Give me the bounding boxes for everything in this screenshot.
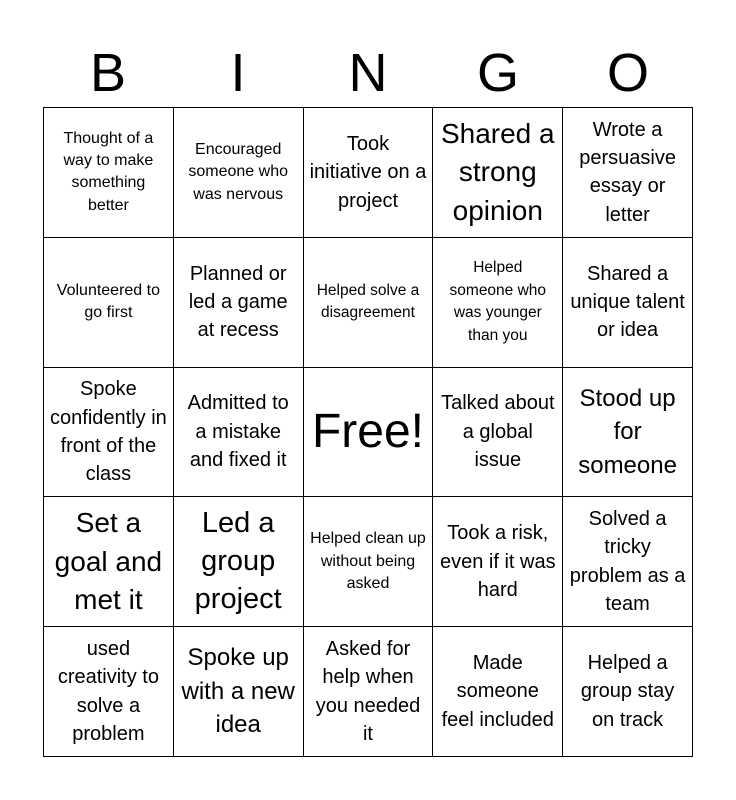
- bingo-cell-text: Helped clean up without being asked: [310, 530, 426, 592]
- bingo-cell-r3-c5[interactable]: [563, 368, 693, 498]
- bingo-cell-text: Solved a tricky problem as a team: [569, 508, 686, 616]
- bingo-board: [43, 107, 693, 757]
- header-letter-i: I: [230, 43, 246, 103]
- bingo-cell-text: Spoke confidently in front of the class: [50, 378, 167, 486]
- bingo-cell-free[interactable]: [304, 368, 434, 498]
- bingo-cell-r4-c3[interactable]: [304, 497, 434, 627]
- bingo-cell-r1-c3[interactable]: [304, 108, 434, 238]
- bingo-cell-text: Set a goal and met it: [54, 507, 163, 615]
- header-letter-g: G: [476, 43, 519, 103]
- bingo-cell-r5-c4[interactable]: [433, 627, 563, 757]
- bingo-cell-r4-c2[interactable]: [174, 497, 304, 627]
- bingo-cell-r2-c4[interactable]: [433, 238, 563, 368]
- bingo-cell-text: Volunteered to go first: [56, 281, 160, 322]
- bingo-cell-text: Wrote a persuasive essay or letter: [579, 118, 676, 226]
- bingo-cell-text: Admitted to a mistake and fixed it: [187, 392, 289, 472]
- bingo-cell-r5-c5[interactable]: [563, 627, 693, 757]
- bingo-cell-r1-c4[interactable]: [433, 108, 563, 238]
- bingo-cell-text: Helped a group stay on track: [580, 652, 675, 731]
- bingo-cell-r5-c3[interactable]: [304, 627, 434, 757]
- bingo-cell-r1-c5[interactable]: [563, 108, 693, 238]
- header-letter-n: N: [348, 43, 388, 103]
- bingo-cell-text: Free!: [311, 404, 424, 458]
- bingo-cell-r3-c4[interactable]: [433, 368, 563, 498]
- bingo-cell-text: Helped solve a disagreement: [316, 281, 420, 322]
- header-letter-b: B: [89, 43, 127, 103]
- bingo-cell-r3-c1[interactable]: [44, 368, 174, 498]
- bingo-cell-r1-c1[interactable]: [44, 108, 174, 238]
- bingo-cell-text: used creativity to solve a problem: [57, 637, 159, 745]
- bingo-header: [43, 40, 693, 106]
- bingo-cell-r4-c5[interactable]: [563, 497, 693, 627]
- bingo-cell-r4-c4[interactable]: [433, 497, 563, 627]
- bingo-cell-text: Spoke up with a new idea: [181, 644, 295, 739]
- bingo-cell-text: Talked about a global issue: [441, 392, 555, 472]
- bingo-cell-r2-c1[interactable]: [44, 238, 174, 368]
- bingo-cell-r3-c2[interactable]: [174, 368, 304, 498]
- bingo-cell-text: Made someone feel included: [441, 652, 554, 731]
- bingo-cell-text: Took a risk, even if it was hard: [439, 522, 556, 601]
- bingo-cell-text: Stood up for someone: [578, 384, 677, 479]
- bingo-cell-text: Thought of a way to make something better: [63, 129, 154, 214]
- bingo-cell-text: Asked for help when you needed it: [315, 637, 421, 745]
- bingo-cell-text: Shared a unique talent or idea: [570, 262, 685, 342]
- bingo-cell-r2-c2[interactable]: [174, 238, 304, 368]
- bingo-cell-r2-c5[interactable]: [563, 238, 693, 368]
- bingo-cell-r1-c2[interactable]: [174, 108, 304, 238]
- bingo-cell-text: Helped someone who was younger than you: [449, 259, 547, 344]
- header-letter-o: O: [606, 43, 649, 103]
- bingo-cell-text: Shared a strong opinion: [440, 117, 555, 226]
- bingo-cell-r5-c2[interactable]: [174, 627, 304, 757]
- bingo-cell-r4-c1[interactable]: [44, 497, 174, 627]
- bingo-cell-r2-c3[interactable]: [304, 238, 434, 368]
- bingo-cell-text: Led a group project: [194, 507, 282, 615]
- bingo-cell-text: Encouraged someone who was nervous: [188, 140, 288, 203]
- bingo-cell-text: Planned or led a game at recess: [188, 262, 288, 342]
- bingo-cell-r5-c1[interactable]: [44, 627, 174, 757]
- bingo-cell-text: Took initiative on a project: [309, 132, 427, 212]
